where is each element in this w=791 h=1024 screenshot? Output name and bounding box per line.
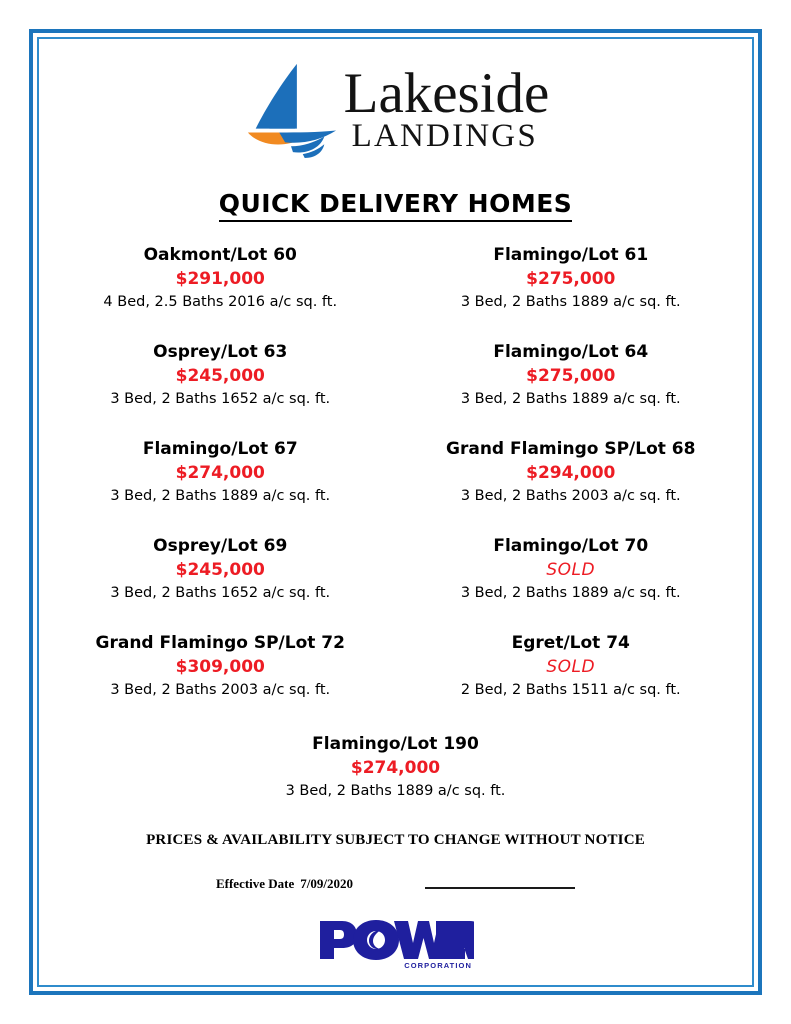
listing-row — [45, 535, 746, 632]
listing-specs: 3 Bed, 2 Baths 1889 a/c sq. ft. — [460, 584, 681, 601]
listing-col-right — [396, 244, 747, 341]
listing-name: Osprey/Lot 69 — [153, 536, 288, 556]
listing-status-sold: SOLD — [546, 559, 596, 580]
listing-name: Flamingo/Lot 190 — [312, 734, 479, 754]
power-corporation-logo-block — [45, 917, 746, 969]
listing-item[interactable] — [45, 535, 396, 604]
listing-item[interactable] — [45, 733, 746, 802]
signature-line[interactable] — [425, 886, 575, 889]
listing-status-sold: SOLD — [546, 656, 596, 677]
listing-item[interactable] — [45, 632, 396, 701]
listing-specs: 3 Bed, 2 Baths 1889 a/c sq. ft. — [460, 390, 681, 407]
listing-item[interactable] — [396, 438, 747, 507]
listing-name: Egret/Lot 74 — [511, 633, 630, 653]
listing-specs: 3 Bed, 2 Baths 1889 a/c sq. ft. — [285, 782, 506, 799]
listing-col-left — [45, 244, 396, 341]
listing-specs: 2 Bed, 2 Baths 1511 a/c sq. ft. — [460, 681, 681, 698]
listing-name: Grand Flamingo SP/Lot 68 — [446, 439, 696, 459]
disclaimer-text: PRICES & AVAILABILITY SUBJECT TO CHANGE WITHOUT NOTICE — [146, 831, 645, 848]
listing-col-left — [45, 632, 396, 729]
brand-wordmark — [343, 62, 550, 154]
listing-specs: 3 Bed, 2 Baths 1652 a/c sq. ft. — [110, 584, 331, 601]
listing-col-left — [45, 438, 396, 535]
listing-name: Flamingo/Lot 64 — [493, 342, 649, 362]
listing-col-right — [396, 341, 747, 438]
brand-logo — [45, 55, 746, 163]
listing-col-right — [396, 632, 747, 729]
brand-name-primary: Lakeside — [343, 62, 550, 126]
listing-price: $294,000 — [526, 462, 616, 483]
listing-name: Flamingo/Lot 70 — [493, 536, 649, 556]
listing-col-left — [45, 341, 396, 438]
listing-price: $275,000 — [526, 365, 616, 386]
listing-specs: 3 Bed, 2 Baths 2003 a/c sq. ft. — [460, 487, 681, 504]
listing-row — [45, 244, 746, 341]
sailboat-icon — [242, 60, 340, 158]
listing-name: Flamingo/Lot 67 — [142, 439, 298, 459]
listing-item[interactable] — [396, 535, 747, 604]
listing-price: $275,000 — [526, 268, 616, 289]
listing-row — [45, 438, 746, 535]
listing-item[interactable] — [45, 341, 396, 410]
listing-name: Oakmont/Lot 60 — [143, 245, 297, 265]
listing-specs: 4 Bed, 2.5 Baths 2016 a/c sq. ft. — [103, 293, 338, 310]
listing-name: Osprey/Lot 63 — [153, 342, 288, 362]
brand-name-secondary: LANDINGS — [351, 117, 538, 154]
listing-specs: 3 Bed, 2 Baths 1889 a/c sq. ft. — [460, 293, 681, 310]
listing-col-right — [396, 438, 747, 535]
listing-price: $309,000 — [175, 656, 265, 677]
listing-item[interactable] — [396, 341, 747, 410]
listing-price: $291,000 — [175, 268, 265, 289]
listing-col-left — [45, 535, 396, 632]
page-title — [45, 189, 746, 218]
listing-specs: 3 Bed, 2 Baths 1889 a/c sq. ft. — [110, 487, 331, 504]
listing-specs: 3 Bed, 2 Baths 1652 a/c sq. ft. — [110, 390, 331, 407]
listing-row — [45, 632, 746, 729]
listing-row — [45, 341, 746, 438]
listing-price: $245,000 — [175, 559, 265, 580]
effective-date-label: Effective Date — [215, 875, 295, 891]
effective-date-value: 7/09/2020 — [300, 875, 354, 891]
power-corporation-logo — [318, 917, 474, 969]
listing-price: $274,000 — [350, 757, 441, 778]
listing-name: Grand Flamingo SP/Lot 72 — [95, 633, 345, 653]
listing-price: $245,000 — [175, 365, 265, 386]
listing-price: $274,000 — [175, 462, 265, 483]
listing-item[interactable] — [396, 632, 747, 701]
listing-name: Flamingo/Lot 61 — [493, 245, 649, 265]
listing-specs: 3 Bed, 2 Baths 2003 a/c sq. ft. — [110, 681, 331, 698]
page-content — [45, 45, 746, 979]
effective-date-row — [45, 876, 746, 892]
power-logo-subtext: CORPORATION — [403, 960, 472, 969]
listing-item[interactable] — [396, 244, 747, 313]
listing-item[interactable] — [45, 438, 396, 507]
page-title-text: QUICK DELIVERY HOMES — [219, 189, 573, 222]
listing-col-right — [396, 535, 747, 632]
listing-row-centered — [45, 733, 746, 802]
listings-grid — [45, 244, 746, 802]
listing-item[interactable] — [45, 244, 396, 313]
